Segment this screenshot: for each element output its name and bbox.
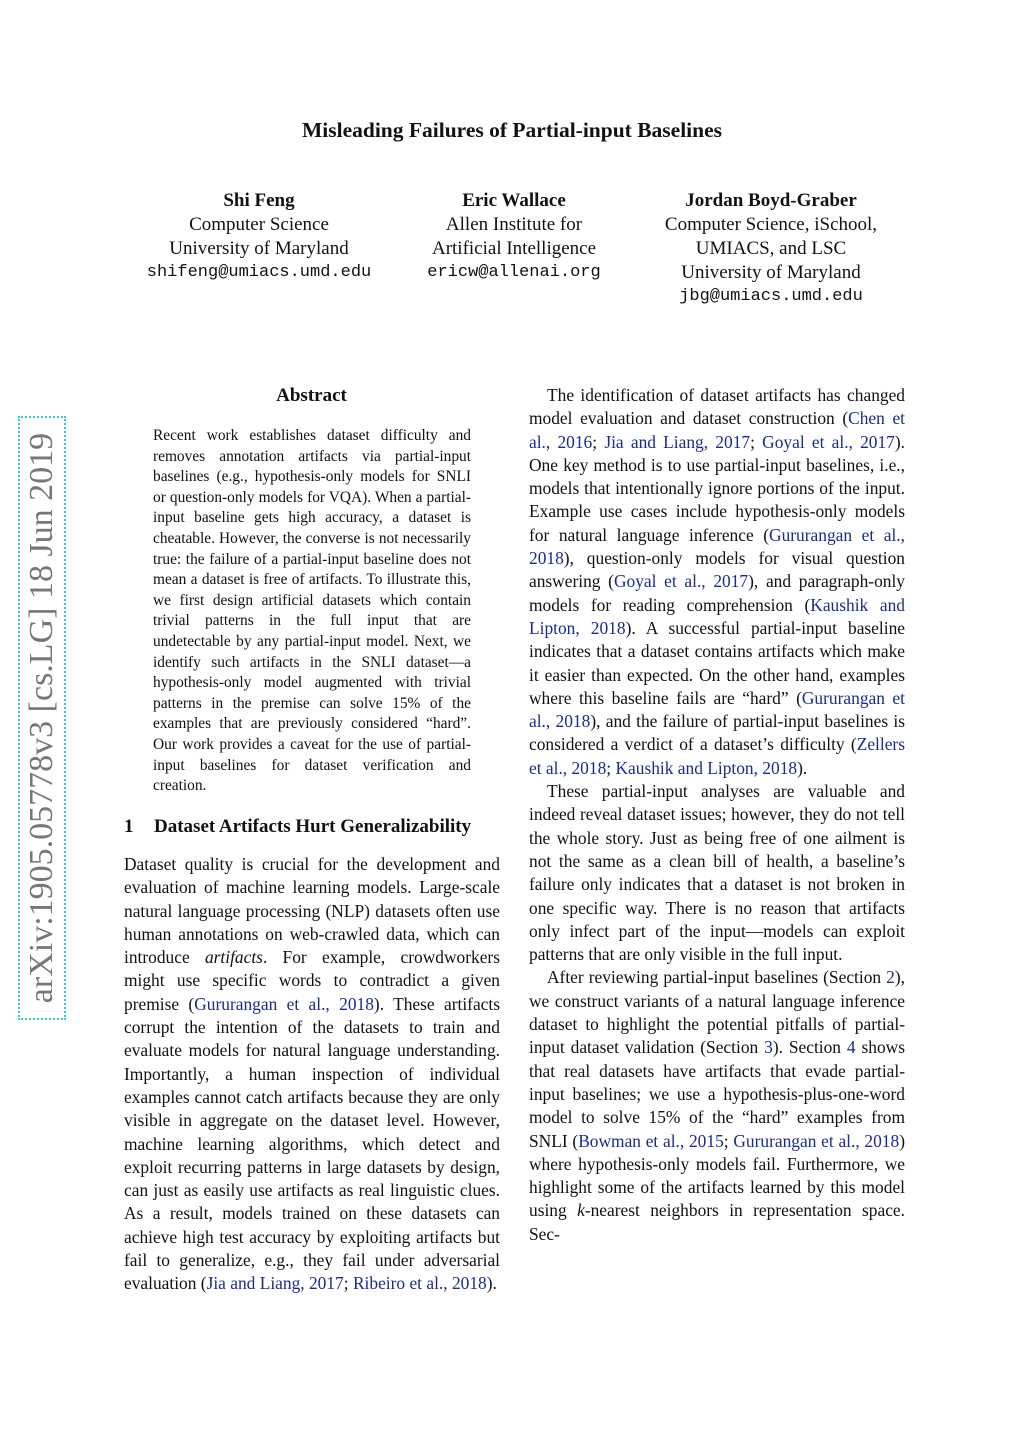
text-run: ).	[486, 1273, 497, 1294]
section-link[interactable]: 4	[846, 1037, 856, 1058]
citation-link[interactable]: Goyal et al., 2017	[762, 431, 895, 452]
author-affiliation: University of Maryland	[681, 262, 861, 283]
author-affiliation: Allen Institute for	[445, 214, 583, 235]
author-affiliation: Artificial Intelligence	[431, 238, 597, 259]
author-name: Eric Wallace	[462, 190, 566, 211]
emphasis-term: artifacts	[204, 947, 263, 968]
arxiv-identifier-stamp[interactable]	[18, 416, 66, 1020]
text-run: ;	[343, 1273, 353, 1294]
author-block-3	[640, 189, 902, 309]
text-run: -nearest neighbors in representation space. Sec-	[529, 1200, 905, 1244]
text-run: ), and paragraph-only models for reading comprehension (	[529, 571, 905, 615]
citation-link[interactable]: Ribeiro et al., 2018	[352, 1273, 487, 1294]
text-run: ), we construct variants of a natural language inference dataset to highlight the potential pitfalls of partial-input dataset validation (Section	[529, 967, 905, 1058]
text-run: ). One key method is to use partial-input baselines, i.e., models that intentionally ignore portions of the input. Example use cases include hypothesis-only models for natural language inference (	[529, 431, 906, 545]
citation-link[interactable]: Jia and Liang, 2017	[604, 431, 751, 452]
author-name: Shi Feng	[223, 190, 295, 211]
paragraph	[529, 384, 905, 780]
author-affiliation: Computer Science, iSchool,	[664, 214, 878, 235]
section-title: Dataset Artifacts Hurt Generalizability	[154, 816, 472, 837]
intro-paragraphs-right	[529, 384, 905, 1246]
text-run: ) where hypothesis-only models fail. Furthermore, we highlight some of the artifacts learned by this model using	[529, 1130, 905, 1221]
abstract-heading: Abstract	[276, 385, 347, 406]
citation-link[interactable]: Bowman et al., 2015	[578, 1130, 724, 1151]
citation-link[interactable]: Zellers et al., 2018	[529, 734, 905, 778]
paper-title: Misleading Failures of Partial-input Baselines	[301, 118, 723, 142]
author-affiliation: Computer Science	[189, 214, 329, 235]
paragraph	[529, 966, 905, 1246]
author-email: shifeng@umiacs.umd.edu	[146, 263, 372, 282]
text-run: ). Section	[772, 1037, 847, 1058]
text-run: ). A successful partial-input baseline indicates that a dataset contains artifacts which make it easier than expected. On the other hand, examples where this baseline fails are “hard” (	[529, 617, 905, 708]
text-run: shows that real datasets have artifacts that evade partial-input baselines; we use a hypothesis-plus-one-word model to solve 15% of the “hard” examples from SNLI (	[529, 1037, 905, 1151]
math-variable: k	[577, 1200, 585, 1221]
text-run: The identification of dataset artifacts has changed model evaluation and dataset construction (	[529, 385, 905, 429]
text-run: ;	[592, 431, 605, 452]
author-name: Jordan Boyd-Graber	[685, 190, 857, 211]
intro-paragraph-left	[124, 853, 500, 1296]
author-affiliation: UMIACS, and LSC	[695, 238, 847, 259]
paragraph: These partial-input analyses are valuable and indeed reveal dataset issues; however, they do not tell the whole story. Just as being free of one ailment is not the same as a clean bill of health, a baseline’s failure only indicates that a dataset is not broken in one specific way. There is no reason that artifacts only infect part of the input—models can exploit patterns that are only visible in the full input.	[529, 781, 905, 965]
author-affiliation: University of Maryland	[169, 238, 349, 259]
citation-link[interactable]: Jia and Liang, 2017	[206, 1273, 344, 1294]
section-number: 1	[124, 816, 134, 837]
text-run: ). These artifacts corrupt the intention of the datasets to train and evaluate models for natural language understanding. Importantly, a human inspection of individual examples cannot catch artifacts because they are only visible in aggregate on the dataset level. However, machine learning algorithms, which detect and exploit recurring patterns in large datasets by design, can just as easily use artifacts as real linguistic clues. As a result, models trained on these datasets can achieve high test accuracy by exploiting artifacts but fail to generalize, e.g., they fail under adversarial evaluation (	[124, 993, 500, 1294]
citation-link[interactable]: Goyal et al., 2017	[613, 571, 749, 592]
author-block-2	[405, 189, 623, 285]
author-email: jbg@umiacs.umd.edu	[679, 287, 863, 306]
citation-link[interactable]: Gururangan et al., 2018	[529, 524, 905, 569]
citation-link[interactable]: Kaushik and Lipton, 2018	[615, 757, 798, 778]
text-run: . For example, crowdworkers might use specific words to contradict a given premise (	[124, 947, 500, 1014]
citation-link[interactable]: Chen et al., 2016	[529, 408, 905, 452]
text-run: ;	[750, 431, 763, 452]
citation-link[interactable]: Gururangan et al., 2018	[194, 993, 374, 1014]
section-heading	[124, 816, 514, 838]
text-run: ), question-only models for visual question answering (	[529, 548, 905, 592]
arxiv-identifier: arXiv:1905.05778v3 [cs.LG] 18 Jun 2019	[23, 432, 60, 1004]
text-run: ;	[606, 757, 616, 778]
text-run: ), and the failure of partial-input baselines is considered a verdict of a dataset’s difficulty (	[529, 711, 906, 755]
citation-link[interactable]: Gururangan et al., 2018	[529, 687, 905, 732]
author-block-1	[100, 189, 418, 285]
section-link[interactable]: 3	[764, 1037, 773, 1058]
abstract-text: Recent work establishes dataset difficulty and removes annotation artifacts via partial-input baselines (e.g., hypothesis-only models for SNLI or question-only models for VQA). When a partial-input baseline gets high accuracy, a dataset is cheatable. However, the converse is not necessarily true: the failure of a partial-input baseline does not mean a dataset is free of artifacts. To illustrate this, we first design artificial datasets which contain trivial patterns in the full input that are undetectable by any partial-input model. Next, we identify such artifacts in the SNLI dataset—a hypothesis-only model augmented with trivial patterns in the premise can solve 15% of the examples that are previously considered “hard”. Our work provides a caveat for the use of partial-input baselines for dataset verification and creation.	[153, 427, 471, 795]
text-run: ;	[723, 1130, 734, 1151]
text-run: After reviewing partial-input baselines (Section	[547, 967, 887, 988]
text-run: Dataset quality is crucial for the development and evaluation of machine learning models. Large-scale natural language processing (NLP) datasets often use human annotations on web-crawled data, which can introduce	[124, 854, 500, 968]
section-link[interactable]: 2	[886, 967, 895, 988]
citation-link[interactable]: Kaushik and Lipton, 2018	[529, 594, 905, 638]
citation-link[interactable]: Gururangan et al., 2018	[733, 1130, 900, 1151]
text-run: ).	[797, 757, 808, 778]
author-email: ericw@allenai.org	[427, 263, 601, 282]
